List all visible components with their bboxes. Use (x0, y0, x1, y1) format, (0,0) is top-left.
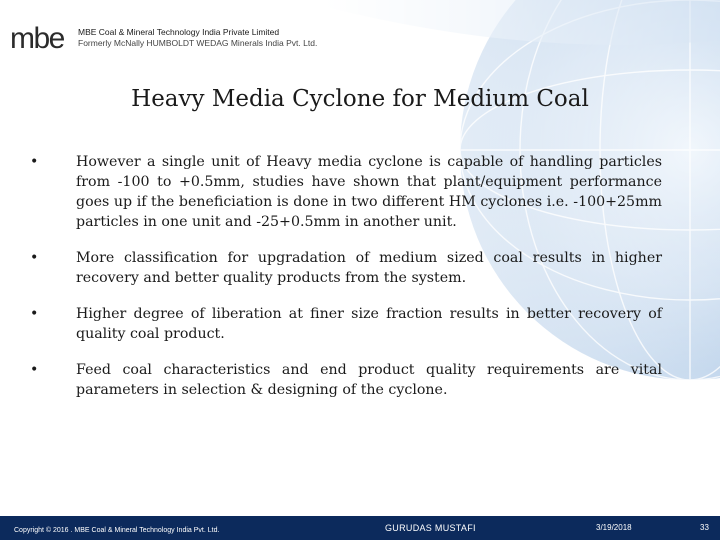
footer-copyright: Copyright © 2016 . MBE Coal & Mineral Technology India Pvt. Ltd. (14, 527, 220, 534)
footer-page-number: 33 (700, 523, 709, 532)
bullet-marker: • (30, 154, 39, 170)
company-name: MBE Coal & Mineral Technology India Private Limited (78, 27, 280, 37)
svg-text:mbe: mbe (10, 22, 64, 55)
bullet-marker: • (30, 362, 39, 378)
bullet-text: More classification for upgradation of medium sized coal results in higher recovery and better quality products from the system. (76, 250, 662, 286)
bullet-marker: • (30, 250, 39, 266)
footer-author: GURUDAS MUSTAFI (385, 523, 476, 533)
bullet-item (30, 304, 662, 344)
bullet-list (30, 152, 662, 416)
mbe-logo (10, 20, 72, 56)
bullet-item (30, 152, 662, 232)
bullet-text: Feed coal characteristics and end product quality requirements are vital parameters in selection & designing of the cyclone. (76, 362, 662, 398)
company-info (78, 27, 317, 49)
footer-date: 3/19/2018 (596, 523, 632, 532)
slide-title: Heavy Media Cyclone for Medium Coal (131, 86, 589, 112)
bullet-text: However a single unit of Heavy media cyclone is capable of handling particles from -100 to +0.5mm, studies have shown that plant/equipment performance goes up if the beneficiation is done in two different HM cyclones i.e. -100+25mm particles in one unit and -25+0.5mm in another unit. (76, 154, 662, 230)
bullet-marker: • (30, 306, 39, 322)
bullet-item (30, 248, 662, 288)
bullet-item (30, 360, 662, 400)
company-former-name: Formerly McNally HUMBOLDT WEDAG Minerals India Pvt. Ltd. (78, 38, 318, 48)
bullet-text: Higher degree of liberation at finer size fraction results in better recovery of quality coal product. (76, 306, 662, 342)
